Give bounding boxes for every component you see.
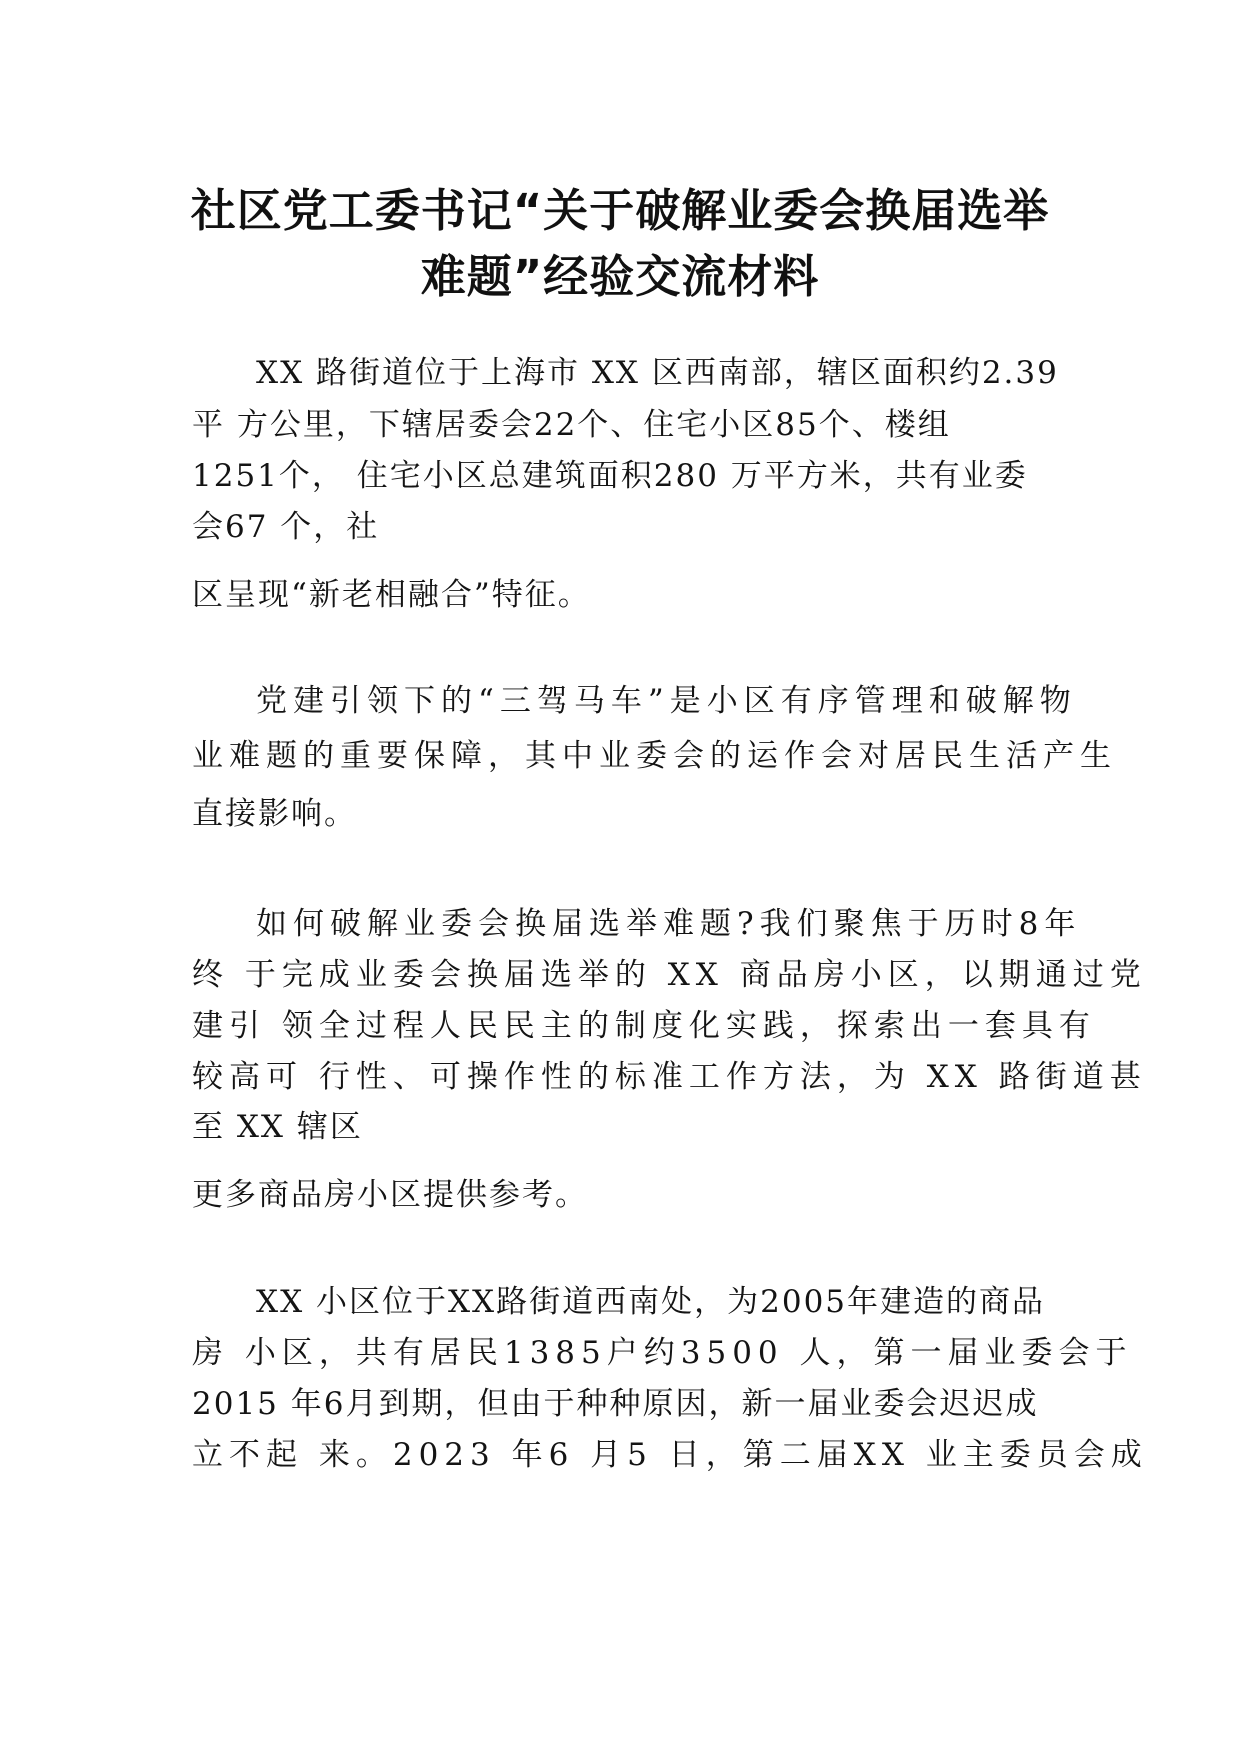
paragraph-3-line-2: 终 于完成业委会换届选举的 XX 商品房小区，以期通过党 (192, 957, 1147, 993)
paragraph-1-line-2: 平 方公里，下辖居委会22个、住宅小区85个、楼组 (192, 407, 951, 443)
paragraph-4-line-3: 2015 年6月到期，但由于种种原因，新一届业委会迟迟成 (192, 1386, 1039, 1422)
paragraph-2-line-2: 业难题的重要保障，其中业委会的运作会对居民生活产生 (192, 738, 1117, 774)
paragraph-3-line-3: 建引 领全过程人民民主的制度化实践，探索出一套具有 (192, 1008, 1096, 1044)
paragraph-3-line-5: 至 XX 辖区 (192, 1109, 363, 1145)
paragraph-4-line-1: XX 小区位于XX路街道西南处，为2005年建造的商品 (256, 1284, 1046, 1320)
paragraph-2-line-1: 党建引领下的“三驾马车”是小区有序管理和破解物 (256, 683, 1077, 719)
paragraph-4-line-2: 房 小区，共有居民1385户约3500 人，第一届业委会于 (192, 1335, 1133, 1371)
paragraph-4-line-4: 立不起 来。2023 年6 月5 日，第二届XX 业主委员会成 (192, 1437, 1148, 1473)
paragraph-1-line-5: 区呈现“新老相融合”特征。 (192, 577, 591, 613)
paragraph-2-line-3: 直接影响。 (192, 796, 357, 832)
paragraph-1-line-3: 1251个， 住宅小区总建筑面积280 万平方米，共有业委 (192, 458, 1028, 494)
paragraph-1-line-1: XX 路街道位于上海市 XX 区西南部，辖区面积约2.39 (256, 355, 1059, 391)
paragraph-3-line-6: 更多商品房小区提供参考。 (192, 1177, 588, 1213)
paragraph-3-line-4: 较高可 行性、可操作性的标准工作方法，为 XX 路街道甚 (192, 1059, 1147, 1095)
paragraph-1-line-4: 会67 个，社 (192, 509, 380, 545)
document-title (150, 178, 1090, 310)
title-line-2: 难题”经验交流材料 (420, 250, 820, 303)
title-line-1: 社区党工委书记“关于破解业委会换届选举 (190, 184, 1050, 237)
paragraph-3-line-1: 如何破解业委会换届选举难题?我们聚焦于历时8年 (256, 906, 1082, 942)
